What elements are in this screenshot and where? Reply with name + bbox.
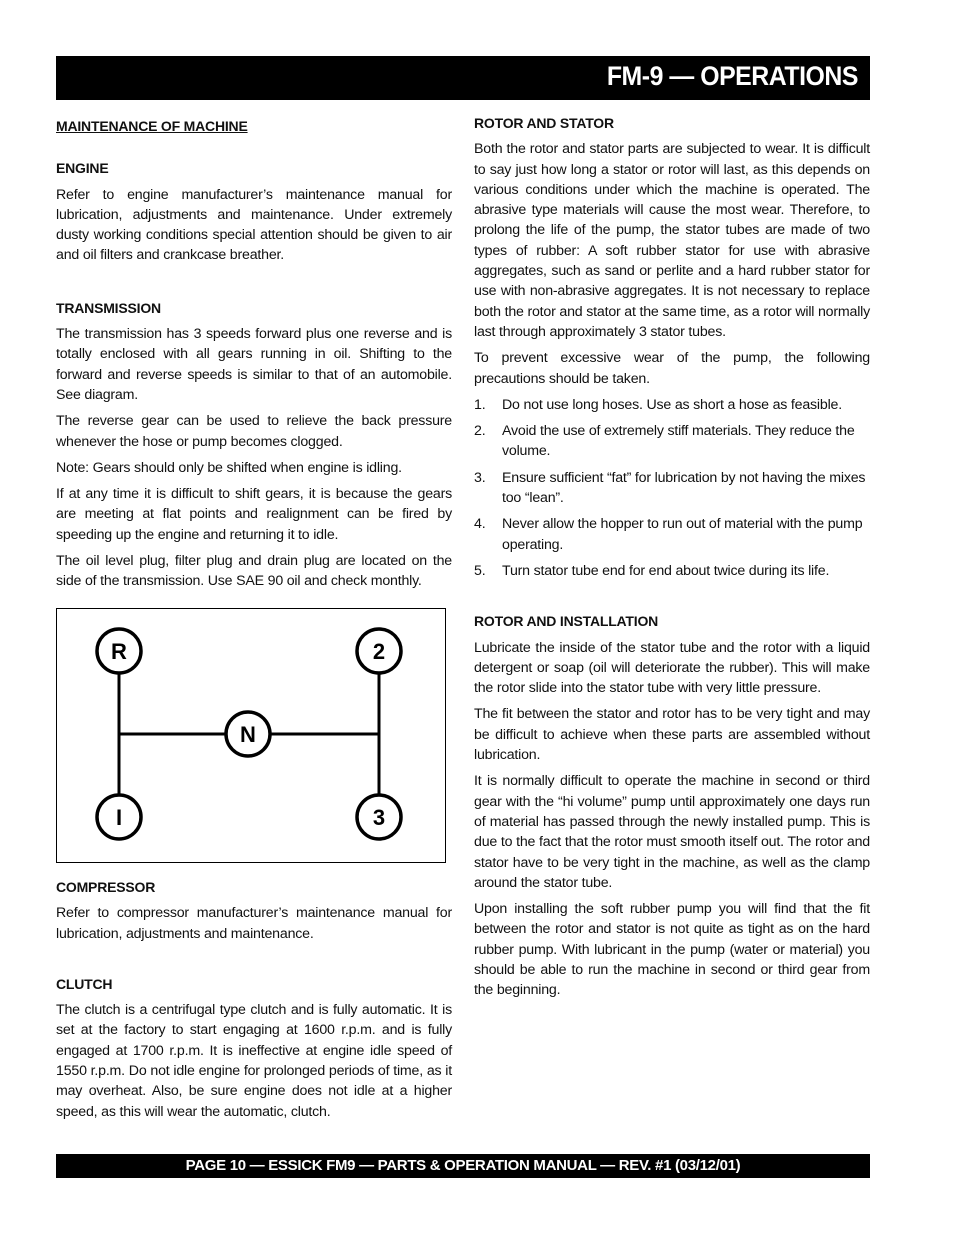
gear-n-marker — [226, 712, 270, 756]
list-text: Avoid the use of extremely stiff materials. They reduce the volume. — [502, 423, 855, 460]
gear-2-label: 2 — [372, 639, 386, 664]
list-item — [474, 395, 870, 415]
list-number: 5. — [474, 562, 486, 579]
clutch-paragraph: The clutch is a centrifugal type clutch and is fully automatic. It is set at the factory to start engaging at 1600 r.p.m. and is fully engaged at 1700 r.p.m. It is ineffective at engine idle speed of 1550 r.p.m. Do not idle engine for prolonged periods of time, as it may overheat. Also, be sure engine does not idle at a higher speed, as this will wear the automatic, clutch. — [56, 1002, 452, 1120]
list-text: Never allow the hopper to run out of material with the pump operating. — [502, 516, 863, 553]
footer-text: PAGE 10 — ESSICK FM9 — PARTS & OPERATION MANUAL — REV. #1 (03/12/01) — [185, 1157, 741, 1174]
gear-2-marker — [357, 629, 401, 673]
list-text: Ensure sufficient “fat” for lubrication by not having the mixes too “lean”. — [502, 469, 866, 507]
page-footer-bar — [56, 1154, 870, 1178]
right-column — [474, 113, 870, 1007]
gear-3-marker — [357, 795, 401, 839]
list-item — [474, 468, 870, 509]
list-item — [474, 421, 870, 462]
gear-1-label: I — [115, 805, 123, 830]
list-number: 2. — [474, 423, 486, 440]
gear-r-marker — [97, 629, 141, 673]
engine-heading: ENGINE — [56, 160, 109, 177]
transmission-paragraph-1: The transmission has 3 speeds forward plus one reverse and is totally enclosed with all gears running in oil. Shifting to the forward and reverse speeds is similar to that of an automobile. See diagram. — [56, 326, 452, 403]
gear-shift-pattern — [57, 609, 444, 861]
gear-n-label: N — [240, 722, 256, 747]
list-number: 1. — [474, 396, 486, 413]
transmission-heading: TRANSMISSION — [56, 299, 161, 316]
page-header-bar — [56, 56, 870, 100]
rotor-installation-paragraph-1: Lubricate the inside of the stator tube and the rotor with a liquid detergent or soap (oil will deteriorate the rubber). This will make the rotor slide into the stator tube with very little pressure. — [474, 639, 870, 697]
list-number: 3. — [474, 469, 486, 486]
rotor-installation-heading: ROTOR AND INSTALLATION — [474, 613, 659, 630]
engine-paragraph: Refer to engine manufacturer’s maintenance manual for lubrication, adjustments and maintenance. Under extremely dusty working conditions special attention should be given to air and oil filters and crankcase breather. — [56, 186, 452, 264]
transmission-paragraph-5: The oil level plug, filter plug and drain plug are located on the side of the transmission. Use SAE 90 oil and check monthly. — [56, 553, 452, 590]
compressor-paragraph: Refer to compressor manufacturer’s maintenance manual for lubrication, adjustments and maintenance. — [56, 905, 452, 942]
gear-3-label: 3 — [372, 805, 386, 830]
rotor-installation-paragraph-3: It is normally difficult to operate the machine in second or third gear with the “hi volume” pump until approximately one days run of material has passed through the newly installed pump. This is due to the fact that the rotor must smooth itself out. The rotor and stator have to be very tight in the machine, as well as the clamp around the stator tube. — [474, 773, 870, 891]
left-column-lower — [56, 877, 452, 1128]
left-column — [56, 116, 452, 598]
rotor-stator-paragraph-1: Both the rotor and stator parts are subjected to wear. It is difficult to say just how long a stator or rotor will last, as this depends on various conditions under which the machine is operated. The abrasive type materials will cause the most wear. Therefore, to prolong the life of the pump, the stator tubes are made of two types of rubber: A soft rubber stator for use with abrasive aggregates, such as sand or perlite and a hard rubber stator for use with non-abrasive aggregates. It is not necessary to replace both the rotor and stator at the same time, as a rotor will normally last through approximately 3 stator tubes. — [474, 141, 870, 340]
list-number: 4. — [474, 516, 486, 533]
transmission-paragraph-4: If at any time it is difficult to shift gears, it is because the gears are meeting at flat points and realignment can be fired by speeding up the engine and returning it to idle. — [56, 486, 452, 543]
compressor-heading: COMPRESSOR — [56, 879, 156, 895]
precautions-list — [474, 395, 870, 581]
maintenance-heading: MAINTENANCE OF MACHINE — [56, 118, 248, 134]
gear-r-label: R — [111, 639, 127, 664]
rotor-stator-heading: ROTOR AND STATOR — [474, 115, 614, 131]
rotor-installation-paragraph-4: Upon installing the soft rubber pump you will find that the fit between the rotor and stator is not quite as tight as on the hard rubber pump. With lubricant in the pump (water or material) you should be able to run the machine in second or third gear from the beginning. — [474, 901, 870, 999]
list-text: Turn stator tube end for end about twice during its life. — [502, 562, 830, 579]
page-title: FM-9 — OPERATIONS — [606, 61, 858, 91]
clutch-heading: CLUTCH — [56, 975, 113, 992]
list-item — [474, 514, 870, 555]
list-item — [474, 561, 870, 581]
rotor-stator-paragraph-2: To prevent excessive wear of the pump, the following precautions should be taken. — [474, 350, 870, 387]
gear-1-marker — [97, 795, 141, 839]
rotor-installation-paragraph-2: The fit between the stator and rotor has to be very tight and may be difficult to achieve when these parts are assembled without lubrication. — [474, 706, 870, 764]
gear-shift-diagram — [56, 608, 446, 863]
transmission-paragraph-2: The reverse gear can be used to relieve the back pressure whenever the hose or pump becomes clogged. — [56, 413, 452, 450]
list-text: Do not use long hoses. Use as short a hose as feasible. — [502, 396, 842, 413]
transmission-note: Note: Gears should only be shifted when engine is idling. — [56, 459, 402, 476]
